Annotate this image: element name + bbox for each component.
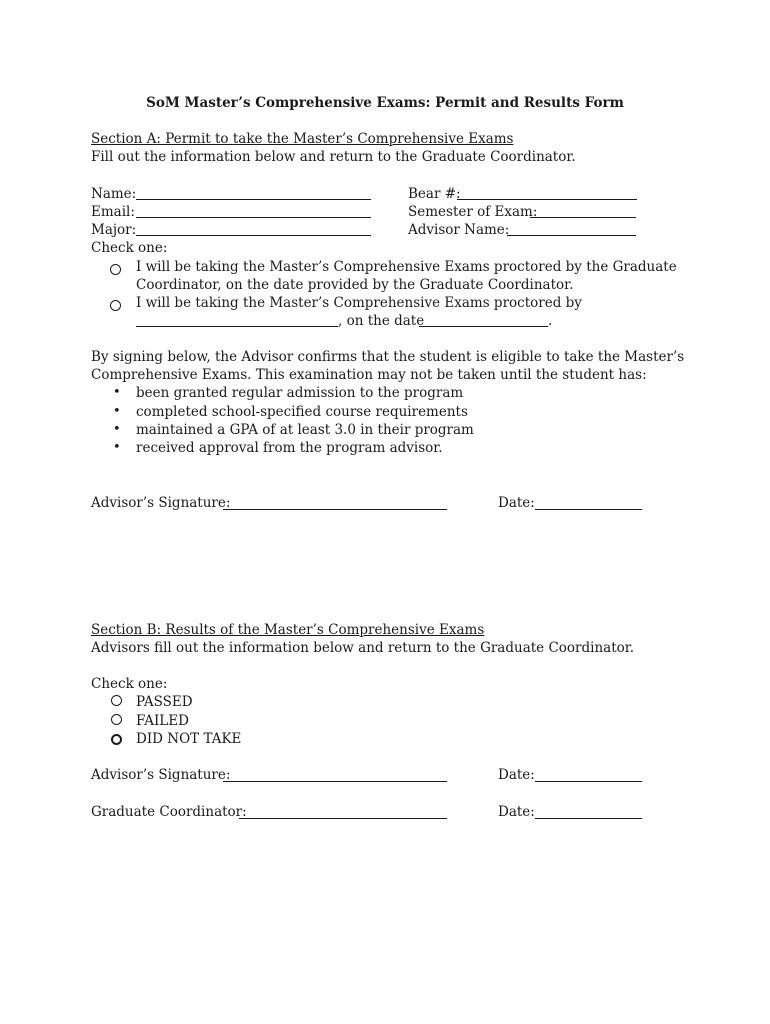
name-label: Name: — [91, 186, 137, 202]
page-title: SoM Master’s Comprehensive Exams: Permit and Results Form — [146, 95, 624, 111]
requirement-item: completed school-specified course requirements — [136, 404, 468, 420]
major-label: Major: — [91, 222, 137, 238]
advisor-name-label: Advisor Name: — [408, 222, 510, 238]
option-proctor-radio[interactable] — [110, 300, 121, 311]
eligibility-text-line2: Comprehensive Exams. This examination may not be taken until the student has: — [91, 367, 647, 383]
option2-text-line1: I will be taking the Master’s Comprehensive Exams proctored by — [136, 295, 582, 311]
option1-text-line2: Coordinator, on the date provided by the Graduate Coordinator. — [136, 277, 574, 293]
bullet-icon: • — [113, 404, 121, 419]
advisor-signature-field[interactable] — [223, 509, 447, 510]
requirement-item: received approval from the program advisor. — [136, 440, 443, 456]
eligibility-text-line1: By signing below, the Advisor confirms that the student is eligible to take the Master’s — [91, 349, 685, 365]
bear-label: Bear #: — [408, 186, 461, 202]
section-a-instruction: Fill out the information below and return to the Graduate Coordinator. — [91, 149, 576, 165]
coordinator-signature-field[interactable] — [239, 818, 447, 819]
did-not-take-radio[interactable] — [111, 734, 122, 745]
advisor-signature-label: Advisor’s Signature: — [91, 767, 231, 783]
advisor-date-field[interactable] — [535, 509, 642, 510]
option2-end: . — [548, 313, 553, 329]
proctor-name-field[interactable] — [136, 326, 338, 327]
failed-label: FAILED — [136, 713, 189, 729]
section-a-heading: Section A: Permit to take the Master’s Comprehensive Exams — [91, 131, 514, 147]
email-label: Email: — [91, 204, 135, 220]
failed-radio[interactable] — [111, 714, 122, 725]
name-field[interactable] — [136, 199, 371, 200]
did-not-take-label: DID NOT TAKE — [136, 731, 242, 747]
graduate-coordinator-label: Graduate Coordinator: — [91, 804, 247, 820]
option2-mid-text: , on the date — [338, 313, 425, 329]
requirement-item: been granted regular admission to the program — [136, 385, 464, 401]
section-b-instruction: Advisors fill out the information below and return to the Graduate Coordinator. — [91, 640, 635, 656]
bullet-icon: • — [113, 422, 121, 437]
passed-label: PASSED — [136, 694, 193, 710]
date-label: Date: — [498, 767, 535, 783]
check-one-label: Check one: — [91, 676, 168, 692]
results-advisor-signature-field[interactable] — [223, 781, 447, 782]
date-label: Date: — [498, 804, 535, 820]
date-label: Date: — [498, 495, 535, 511]
bear-number-field[interactable] — [457, 199, 637, 200]
results-advisor-date-field[interactable] — [535, 781, 642, 782]
section-b-heading: Section B: Results of the Master’s Comprehensive Exams — [91, 622, 485, 638]
bullet-icon: • — [113, 440, 121, 455]
check-one-label: Check one: — [91, 240, 168, 256]
semester-label: Semester of Exam: — [408, 204, 538, 220]
major-field[interactable] — [136, 235, 371, 236]
bullet-icon: • — [113, 385, 121, 400]
advisor-name-field[interactable] — [507, 235, 636, 236]
coordinator-date-field[interactable] — [535, 818, 642, 819]
email-field[interactable] — [136, 217, 371, 218]
requirement-item: maintained a GPA of at least 3.0 in their program — [136, 422, 474, 438]
advisor-signature-label: Advisor’s Signature: — [91, 495, 231, 511]
proctor-date-field[interactable] — [419, 326, 548, 327]
semester-field[interactable] — [530, 217, 636, 218]
option-coordinator-radio[interactable] — [110, 264, 121, 275]
option1-text-line1: I will be taking the Master’s Comprehensive Exams proctored by the Graduate — [136, 259, 677, 275]
passed-radio[interactable] — [111, 695, 122, 706]
